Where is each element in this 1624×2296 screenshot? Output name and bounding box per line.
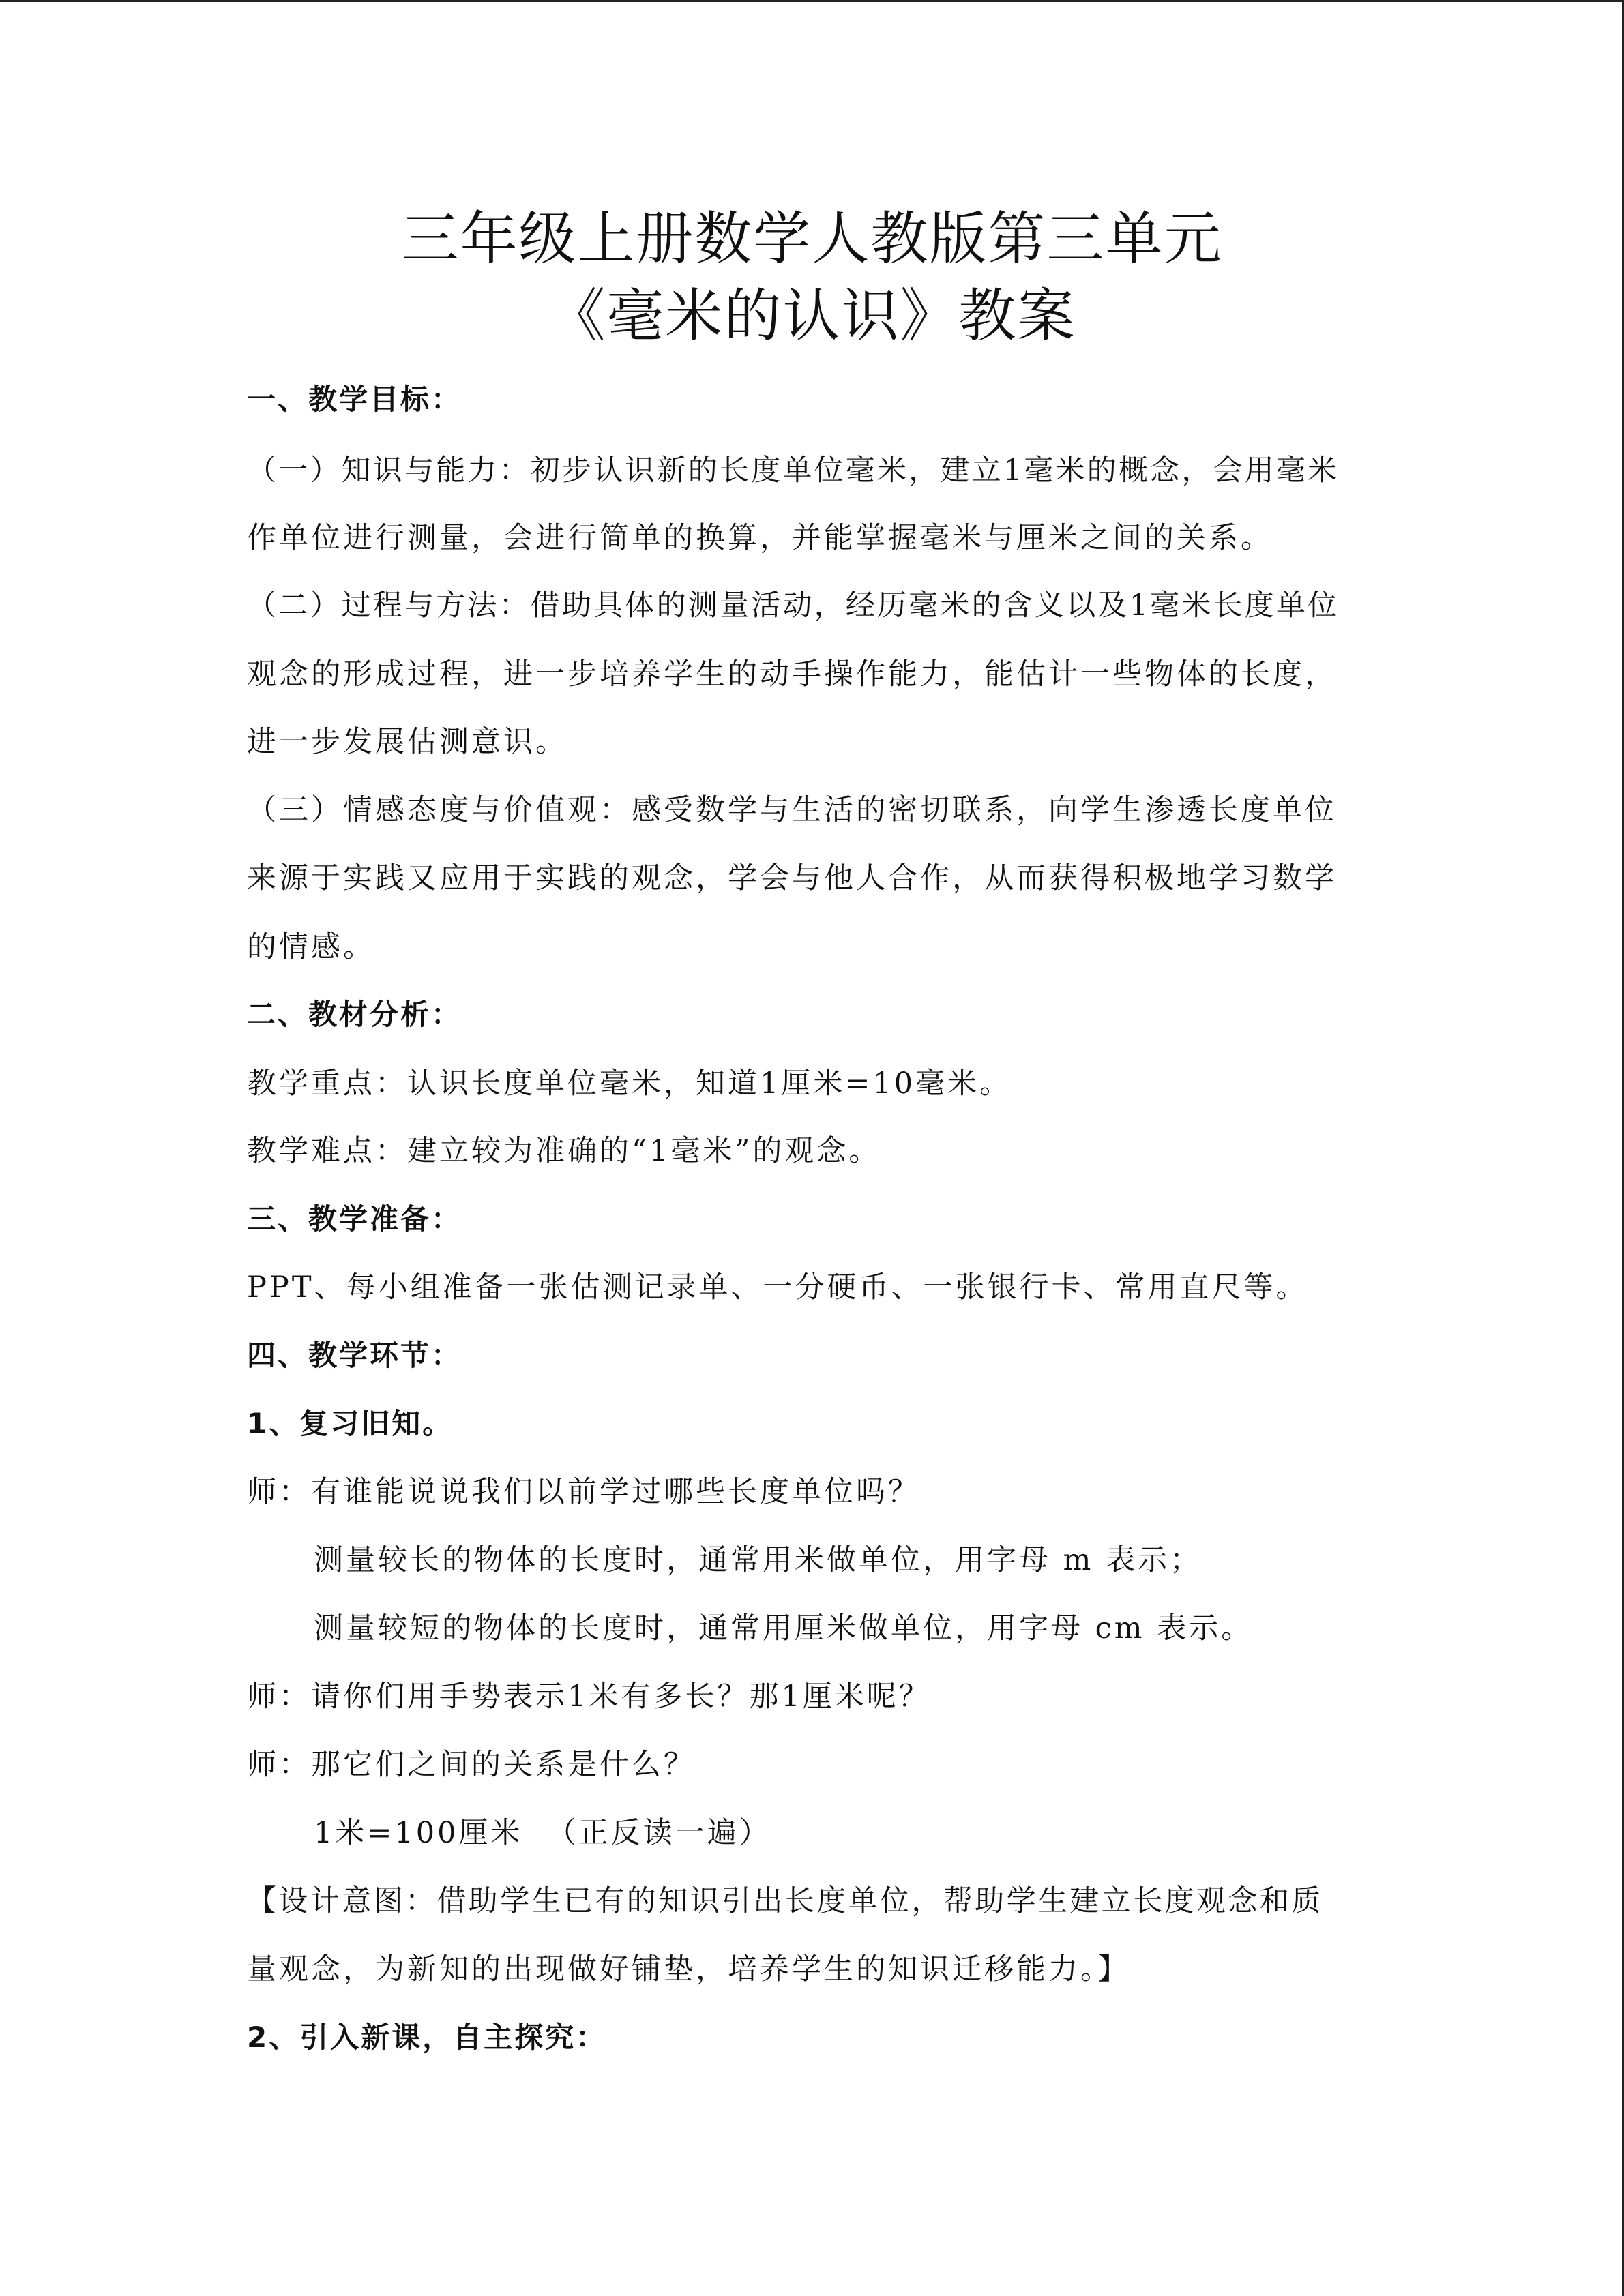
step-2-heading: 2、引入新课，自主探究： <box>247 2021 607 2054</box>
paragraph-line: 作单位进行测量，会进行简单的换算，并能掌握毫米与厘米之间的关系。 <box>247 521 1273 555</box>
design-intent-line: 量观念，为新知的出现做好铺垫，培养学生的知识迁移能力。】 <box>247 1952 1130 1986</box>
dialogue-line: 师：请你们用手势表示1米有多长？那1厘米呢？ <box>247 1680 931 1714</box>
dialogue-line: 师：有谁能说说我们以前学过哪些长度单位吗？ <box>247 1475 920 1509</box>
preparation-line: PPT、每小组准备一张估测记录单、一分硬币、一张银行卡、常用直尺等。 <box>247 1270 1308 1304</box>
section-heading-process: 四、教学环节： <box>247 1339 462 1372</box>
dialogue-line: 测量较长的物体的长度时，通常用米做单位，用字母 m 表示； <box>314 1543 1202 1577</box>
key-point-line: 教学重点：认识长度单位毫米，知道1厘米=10毫米。 <box>247 1067 1012 1101</box>
dialogue-line: 1米=100厘米 （正反读一遍） <box>314 1816 771 1850</box>
paragraph-line: 进一步发展估测意识。 <box>247 725 567 759</box>
design-intent-line: 【设计意图：借助学生已有的知识引出长度单位，帮助学生建立长度观念和质 <box>247 1884 1323 1918</box>
paragraph-line: 来源于实践又应用于实践的观念，学会与他人合作，从而获得积极地学习数学 <box>247 861 1337 895</box>
section-heading-analysis: 二、教材分析： <box>247 998 462 1031</box>
paragraph-line: （二）过程与方法：借助具体的测量活动，经历毫米的含义以及1毫米长度单位 <box>247 588 1340 623</box>
document-title-line-2: 《毫米的认识》教案 <box>548 282 1076 349</box>
section-heading-preparation: 三、教学准备： <box>247 1202 462 1236</box>
dialogue-line: 测量较短的物体的长度时，通常用厘米做单位，用字母 cm 表示。 <box>314 1611 1254 1645</box>
paragraph-line: （一）知识与能力：初步认识新的长度单位毫米，建立1毫米的概念，会用毫米 <box>247 453 1340 488</box>
dialogue-line: 师：那它们之间的关系是什么？ <box>247 1748 696 1782</box>
paragraph-line: 的情感。 <box>247 930 375 964</box>
step-1-heading: 1、复习旧知。 <box>247 1407 454 1440</box>
document-title-line-1: 三年级上册数学人教版第三单元 <box>401 205 1223 272</box>
difficulty-line: 教学难点：建立较为准确的“1毫米”的观念。 <box>247 1134 881 1168</box>
section-heading-objectives: 一、教学目标： <box>247 383 462 416</box>
paragraph-line: （三）情感态度与价值观：感受数学与生活的密切联系，向学生渗透长度单位 <box>247 793 1337 827</box>
paragraph-line: 观念的形成过程，进一步培养学生的动手操作能力，能估计一些物体的长度， <box>247 657 1337 691</box>
